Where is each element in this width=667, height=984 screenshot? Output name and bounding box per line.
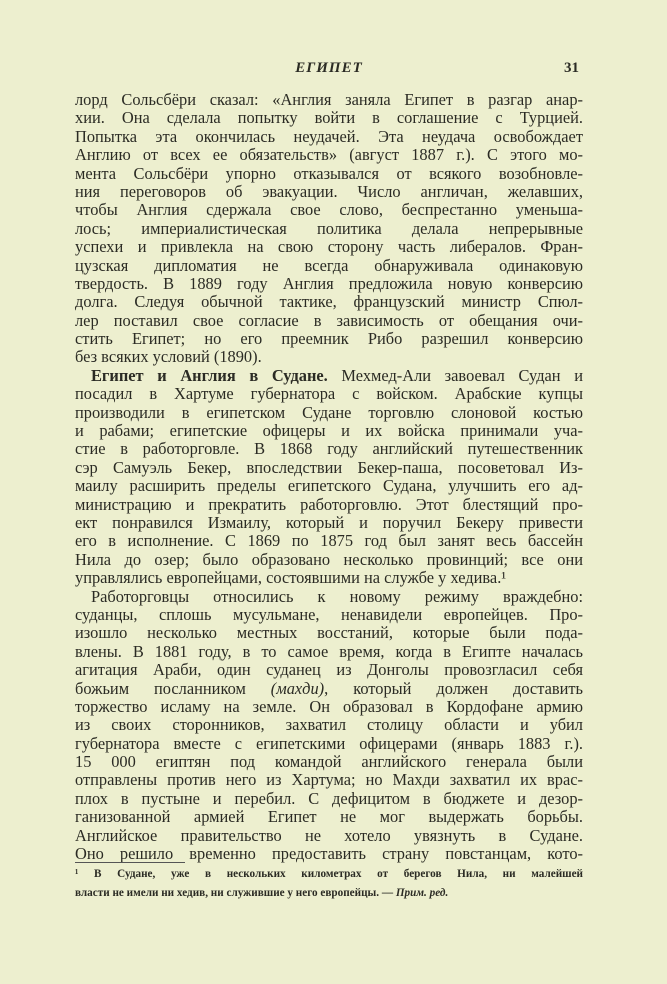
line-text: Попытка эта окончилась неудачей. Эта неудача освобождает	[75, 126, 583, 146]
line-text: стие в работорговле. В 1868 году английский путешественник	[75, 439, 583, 459]
line-text: , который должен доставить	[324, 678, 583, 698]
line-text: лер поставил свое согласие в зависимость от обещания очи-	[75, 310, 583, 330]
line-text: губернатора вместе с египетскими офицерами (январь 1883 г.).	[75, 733, 583, 753]
line-text: Нила до озер; было образовано несколько провинций; все они	[75, 549, 583, 569]
text-line	[75, 220, 583, 238]
footnote-line	[75, 884, 583, 903]
text-line	[75, 238, 583, 256]
text-line	[75, 624, 583, 642]
text-line	[75, 109, 583, 127]
text-line	[75, 790, 583, 808]
text-line	[75, 680, 583, 698]
text-line	[75, 275, 583, 293]
text-line	[75, 422, 583, 440]
editor-note: Прим. ред.	[395, 887, 449, 899]
line-text: Английское правительство не хотело увязнуть в Судане.	[75, 825, 583, 845]
text-line	[75, 551, 583, 569]
line-text: Работорговцы относились к новому режиму враждебно:	[91, 586, 583, 606]
line-text: торжество исламу на земле. Он образовал в Кордофане армию	[75, 696, 583, 716]
section-heading: Египет и Англия в Судане.	[91, 365, 328, 385]
text-line	[75, 257, 583, 275]
text-line	[75, 459, 583, 477]
text-line	[75, 91, 583, 109]
line-text: божьим посланником	[75, 678, 271, 698]
line-text: министрацию и прекратить работорговлю. Этот блестящий про-	[75, 494, 583, 514]
text-line	[75, 716, 583, 734]
text-line	[75, 532, 583, 550]
text-line	[75, 440, 583, 458]
line-text: Англию от всех ее обязательств» (август 1887 г.). С этого мо-	[75, 145, 583, 165]
page-number: 31	[564, 60, 579, 76]
text-line	[75, 146, 583, 164]
line-text: Мехмед-Али завоевал Судан и	[327, 365, 583, 385]
line-text: стить Египет; но его преемник Рибо разрешил конверсию	[75, 329, 583, 349]
text-line	[75, 293, 583, 311]
text-line	[75, 165, 583, 183]
text-line	[75, 348, 583, 366]
line-text: мента Сольсбёри упорно отказывался от всякого возобновле-	[75, 163, 583, 183]
line-text: чтобы Англия сдержала свое слово, беспрестанно уменьша-	[75, 200, 583, 220]
text-line	[75, 606, 583, 624]
text-line	[75, 128, 583, 146]
line-text: 15 000 египтян под командой английского генерала были	[75, 752, 583, 772]
line-text: долга. Следуя обычной тактике, французский министр Спюл-	[75, 292, 583, 312]
text-line	[75, 808, 583, 826]
footnote-text: ¹ В Судане, уже в нескольких километрах от берегов Нила, ни малейшей	[75, 868, 583, 880]
line-text: хии. Она сделала попытку войти в соглашение с Турцией.	[75, 108, 583, 128]
line-text: производили в египетском Судане торговлю слоновой костью	[75, 402, 583, 422]
text-line	[75, 312, 583, 330]
text-line	[75, 827, 583, 845]
text-line	[75, 385, 583, 403]
line-text: маилу расширить пределы египетского Судана, улучшить его ад-	[75, 476, 583, 496]
line-text: управлялись европейцами, состоявшими на службе у хедива.¹	[75, 568, 507, 588]
line-text: ект понравился Измаилу, который и поручил Бекеру привести	[75, 512, 583, 532]
line-text: Оно решило временно предоставить страну повстанцам, кото-	[75, 844, 583, 864]
line-text: плох в пустыне и перебил. С дефицитом в бюджете и дезор-	[75, 788, 583, 808]
text-line	[75, 643, 583, 661]
text-line	[75, 569, 583, 587]
line-text: сэр Самуэль Бекер, впоследствии Бекер-паша, посоветовал Из-	[75, 457, 583, 477]
line-text: агитация Араби, один суданец из Донголы провозгласил себя	[75, 660, 583, 680]
chapter-title: ЕГИПЕТ	[295, 60, 363, 76]
text-line	[75, 735, 583, 753]
body-text	[75, 91, 583, 863]
text-line	[75, 330, 583, 348]
running-header	[75, 60, 583, 80]
line-text: без всяких условий (1890).	[75, 347, 262, 367]
text-line	[75, 514, 583, 532]
text-line	[75, 698, 583, 716]
line-text: его в исполнение. С 1869 по 1875 год был занят весь бассейн	[75, 531, 583, 551]
line-text: влены. В 1881 году, в то самое время, когда в Египте началась	[75, 641, 583, 661]
text-line	[75, 201, 583, 219]
footnote-text: власти не имели ни хедив, ни служившие у него европейцы. —	[75, 887, 396, 899]
text-line	[75, 753, 583, 771]
line-text: твердость. В 1889 году Англия предложила новую конверсию	[75, 273, 583, 293]
footnote-rule	[75, 862, 185, 863]
line-text: отправлены против него из Хартума; но Махди захватил их врас-	[75, 770, 583, 790]
text-line	[75, 661, 583, 679]
text-line	[75, 771, 583, 789]
line-text: цузская дипломатия не всегда обнаруживала одинаковую	[75, 255, 583, 275]
text-line	[75, 367, 583, 385]
footnote	[75, 865, 583, 903]
line-text: лорд Сольсбёри сказал: «Англия заняла Египет в разгар анар-	[75, 90, 583, 109]
text-line	[75, 588, 583, 606]
line-text: успехи и привлекла на свою сторону часть либералов. Фран-	[75, 237, 583, 257]
line-text: суданцы, сплошь мусульмане, ненавидели европейцев. Про-	[75, 604, 583, 624]
line-text: ганизованной армией Египет не мог выдержать борьбы.	[75, 807, 583, 827]
line-text: и рабами; египетские офицеры и их войска принимали уча-	[75, 421, 583, 441]
text-line	[75, 496, 583, 514]
line-text: из своих сторонников, захватил столицу области и убил	[75, 715, 583, 735]
text-line	[75, 183, 583, 201]
line-text: посадил в Хартуме губернатора с войском. Арабские купцы	[75, 384, 583, 404]
line-text: изошло несколько местных восстаний, которые были пода-	[75, 623, 583, 643]
line-text: ния переговоров об эвакуации. Число англичан, желавших,	[75, 181, 583, 201]
text-line	[75, 477, 583, 495]
line-text: лось; империалистическая политика делала непрерывные	[75, 218, 583, 238]
text-line	[75, 404, 583, 422]
text-line	[75, 845, 583, 863]
footnote-line	[75, 865, 583, 884]
emphasis-text: (махди)	[270, 678, 325, 698]
